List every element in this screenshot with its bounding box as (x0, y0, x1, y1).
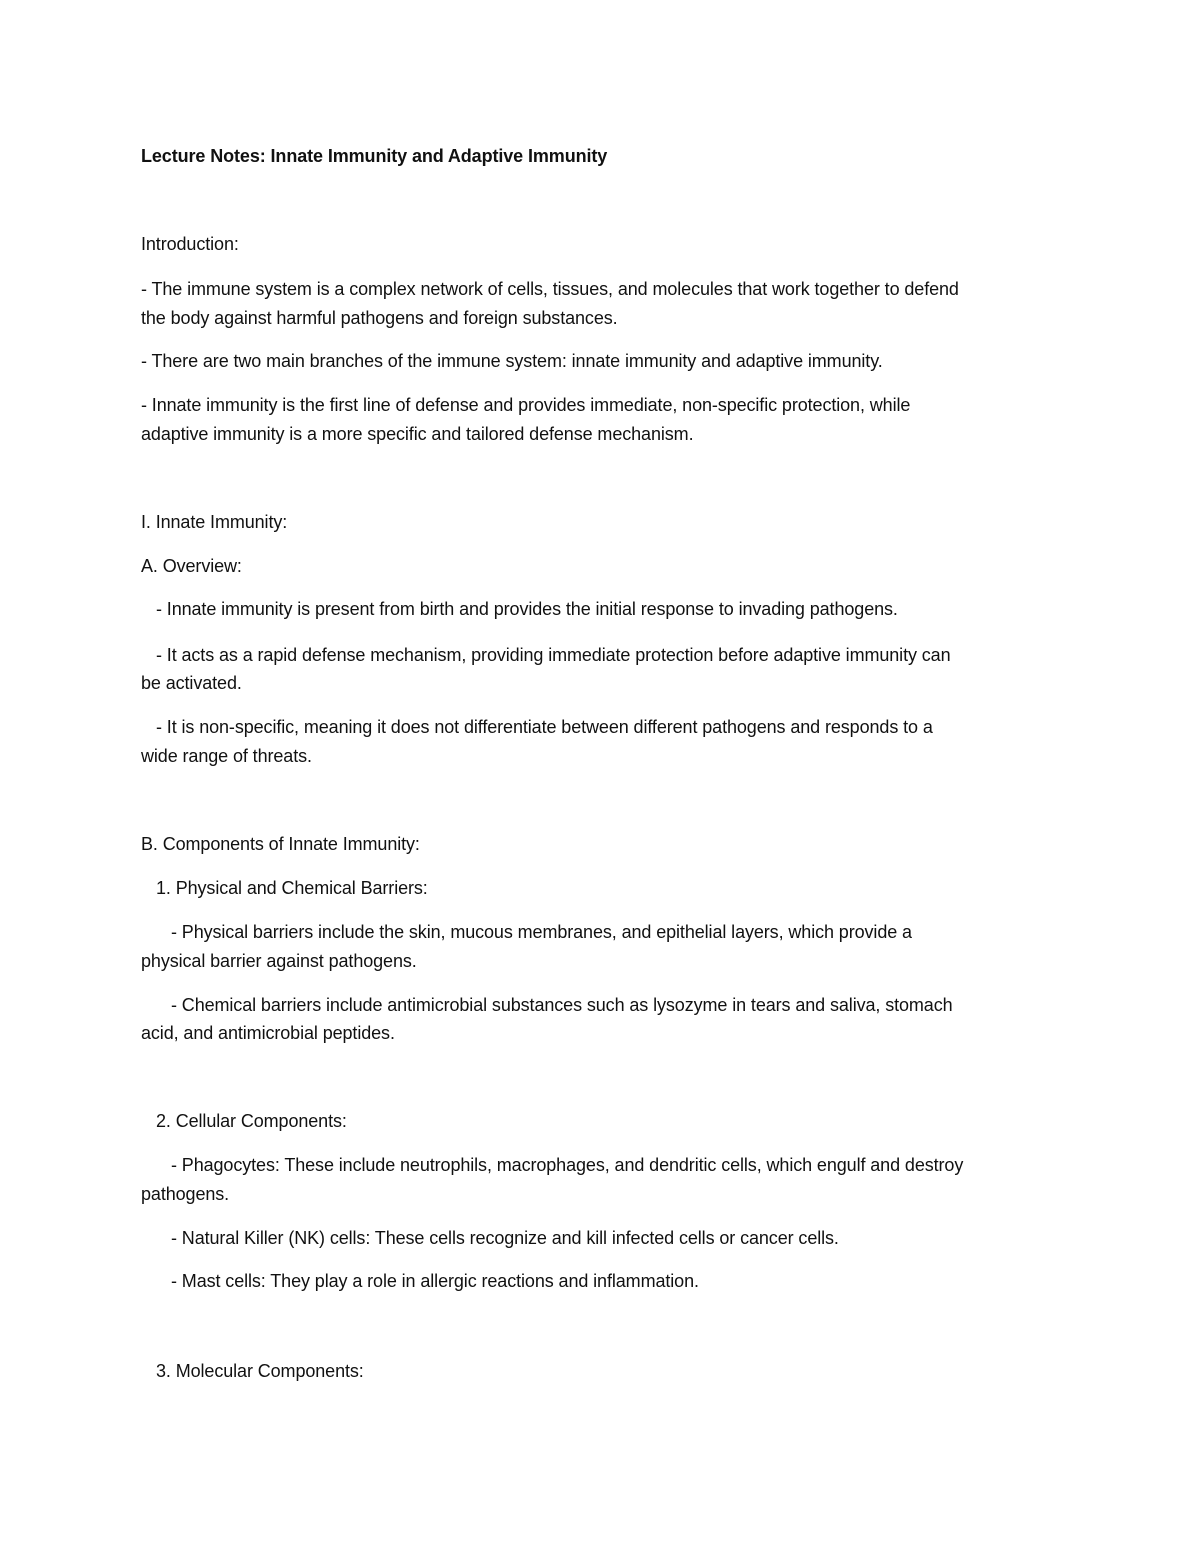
overview-point-1: - Innate immunity is present from birth and provides the initial response to invading pathogens. (156, 599, 898, 619)
molecular-heading: 3. Molecular Components: (156, 1361, 364, 1381)
intro-point-1-line-2: the body against harmful pathogens and foreign substances. (141, 308, 618, 328)
barriers-point-2-line-2: acid, and antimicrobial peptides. (141, 1023, 395, 1043)
intro-point-3-line-2: adaptive immunity is a more specific and tailored defense mechanism. (141, 424, 694, 444)
cellular-point-1-line-2: pathogens. (141, 1184, 230, 1204)
cellular-point-1-line-1: - Phagocytes: These include neutrophils, macrophages, and dendritic cells, which engulf and destroy (171, 1155, 964, 1175)
intro-point-2: - There are two main branches of the immune system: innate immunity and adaptive immunity. (141, 351, 883, 371)
intro-point-1-line-1: - The immune system is a complex network of cells, tissues, and molecules that work together to defend (141, 279, 959, 299)
barriers-point-1-line-1: - Physical barriers include the skin, mucous membranes, and epithelial layers, which provide a (171, 922, 912, 942)
section-1-heading: I. Innate Immunity: (141, 512, 288, 532)
document-title: Lecture Notes: Innate Immunity and Adaptive Immunity (141, 146, 608, 166)
cellular-point-2: - Natural Killer (NK) cells: These cells recognize and kill infected cells or cancer cells. (171, 1228, 839, 1248)
components-heading: B. Components of Innate Immunity: (141, 834, 420, 854)
barriers-point-1-line-2: physical barrier against pathogens. (141, 951, 417, 971)
overview-point-2-line-1: - It acts as a rapid defense mechanism, providing immediate protection before adaptive immunity can (156, 645, 951, 665)
overview-point-3-line-2: wide range of threats. (141, 746, 312, 766)
introduction-heading: Introduction: (141, 234, 239, 254)
barriers-point-2-line-1: - Chemical barriers include antimicrobial substances such as lysozyme in tears and saliva, stomach (171, 995, 953, 1015)
overview-point-3-line-1: - It is non-specific, meaning it does not differentiate between different pathogens and responds to a (156, 717, 933, 737)
cellular-heading: 2. Cellular Components: (156, 1111, 347, 1131)
intro-point-3-line-1: - Innate immunity is the first line of defense and provides immediate, non-specific protection, while (141, 395, 911, 415)
cellular-point-3: - Mast cells: They play a role in allergic reactions and inflammation. (171, 1271, 699, 1291)
overview-heading: A. Overview: (141, 556, 242, 576)
overview-point-2-line-2: be activated. (141, 673, 242, 693)
barriers-heading: 1. Physical and Chemical Barriers: (156, 878, 428, 898)
